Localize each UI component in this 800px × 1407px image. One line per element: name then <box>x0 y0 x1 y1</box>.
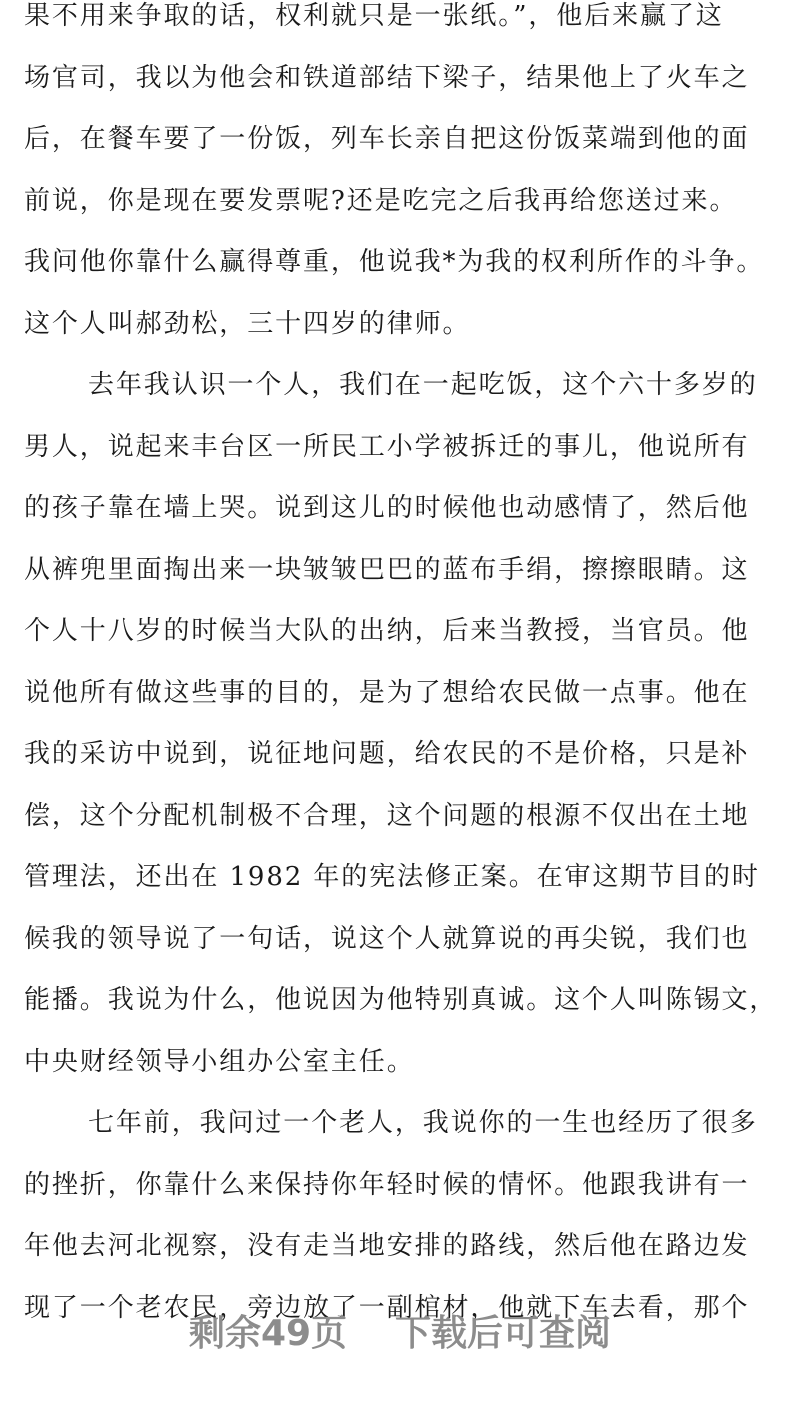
text-line: 去年我认识一个人，我们在一起吃饭，这个六十多岁的 <box>88 370 758 400</box>
remaining-pages-label[interactable]: 剩余49页 <box>188 1312 348 1354</box>
text-line: 候我的领导说了一句话，说这个人就算说的再尖锐，我们也 <box>24 923 750 954</box>
text-line: 年他去河北视察，没有走当地安排的路线，然后他在路边发 <box>24 1231 750 1261</box>
text-line: 我的采访中说到，说征地问题，给农民的不是价格，只是补 <box>24 739 750 769</box>
text-line: 中央财经领导小组办公室主任。 <box>24 1046 415 1077</box>
text-line: 管理法，还出在 1982 年的宪法修正案。在审这期节目的时 <box>24 862 760 892</box>
text-line: 男人，说起来丰台区一所民工小学被拆迁的事儿，他说所有 <box>24 431 750 462</box>
text-line: 七年前，我问过一个老人，我说你的一生也经历了很多 <box>88 1108 758 1138</box>
text-line: 偿，这个分配机制极不合理，这个问题的根源不仅出在土地 <box>24 800 750 831</box>
text-line: 从裤兜里面掏出来一块皱皱巴巴的蓝布手绢，擦擦眼睛。这 <box>24 554 750 585</box>
text-line: 后，在餐车要了一份饭，列车长亲自把这份饭菜端到他的面 <box>24 124 750 154</box>
text-line: 这个人叫郝劲松，三十四岁的律师。 <box>24 308 471 339</box>
text-line: 个人十八岁的时候当大队的出纳，后来当教授，当官员。他 <box>24 616 750 646</box>
text-line: 现了一个老农民，旁边放了一副棺材，他就下车去看，那个 <box>24 1292 750 1323</box>
text-line: 的挫折，你靠什么来保持你年轻时候的情怀。他跟我讲有一 <box>24 1169 750 1200</box>
text-line: 说他所有做这些事的目的，是为了想给农民做一点事。他在 <box>24 677 750 708</box>
download-to-view-label[interactable]: 下载后可查阅 <box>395 1312 612 1354</box>
text-line: 的孩子靠在墙上哭。说到这儿的时候他也动感情了，然后他 <box>24 493 750 523</box>
document-body <box>24 0 780 1339</box>
text-line: 能播。我说为什么，他说因为他特别真诚。这个人叫陈锡文， <box>24 985 778 1015</box>
text-line: 我问他你靠什么赢得尊重，他说我*为我的权利所作的斗争。 <box>24 247 765 277</box>
text-line: 场官司，我以为他会和铁道部结下梁子，结果他上了火车之 <box>24 62 750 93</box>
text-line: 前说，你是现在要发票呢?还是吃完之后我再给您送过来。 <box>24 185 738 216</box>
download-banner[interactable] <box>0 1302 800 1358</box>
text-line: 果不用来争取的话，权利就只是一张纸。”，他后来赢了这 <box>24 1 724 31</box>
